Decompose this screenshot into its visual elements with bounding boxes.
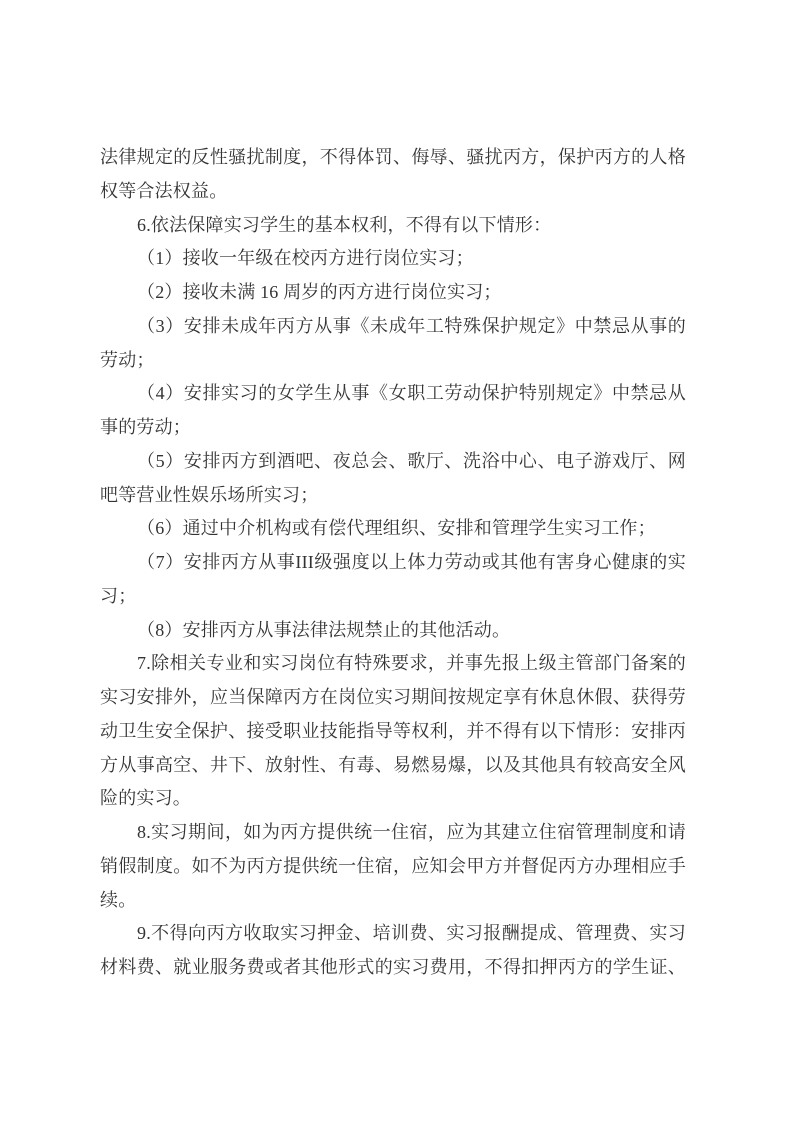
text-line: （6）通过中介机构或有偿代理组织、安排和管理学生实习工作； [137, 518, 656, 539]
text-line: （1）接收一年级在校丙方进行岗位实习； [137, 248, 474, 269]
text-line: 方从事高空、井下、放射性、有毒、易燃易爆，以及其他具有较高安全风 [100, 754, 686, 775]
text-line: 材料费、就业服务费或者其他形式的实习费用，不得扣押丙方的学生证、 [100, 957, 686, 977]
text-line: 9.不得向丙方收取实习押金、培训费、实习报酬提成、管理费、实习 [137, 923, 686, 944]
text-line: 吧等营业性娱乐场所实习； [100, 484, 319, 505]
document-body [100, 141, 686, 985]
text-line: 续。 [100, 889, 137, 910]
text-line: 习； [100, 585, 137, 606]
text-line: 8.实习期间，如为丙方提供统一住宿，应为其建立住宿管理制度和请 [137, 822, 686, 842]
text-line: 实习安排外，应当保障丙方在岗位实习期间按规定享有休息休假、获得劳 [100, 687, 686, 707]
text-line: 权等合法权益。 [100, 180, 228, 201]
text-line: 6.依法保障实习学生的基本权利，不得有以下情形： [137, 214, 552, 235]
text-line: （8）安排丙方从事法律法规禁止的其他活动。 [137, 619, 511, 640]
text-line: 险的实习。 [100, 788, 191, 809]
text-line: （4）安排实习的女学生从事《女职工劳动保护特别规定》中禁忌从 [137, 383, 686, 404]
text-line: 事的劳动； [100, 417, 191, 437]
text-line: 销假制度。如不为丙方提供统一住宿，应知会甲方并督促丙方办理相应手 [100, 855, 686, 876]
text-line: （2）接收未满 16 周岁的丙方进行岗位实习； [137, 282, 502, 302]
text-line: （5）安排丙方到酒吧、夜总会、歌厅、洗浴中心、电子游戏厅、网 [137, 450, 686, 471]
text-line: 动卫生安全保护、接受职业技能指导等权利，并不得有以下情形：安排丙 [100, 720, 686, 741]
text-line: 7.除相关专业和实习岗位有特殊要求，并事先报上级主管部门备案的 [137, 653, 686, 674]
text-line: （7）安排丙方从事III级强度以上体力劳动或其他有害身心健康的实 [137, 552, 686, 572]
text-line: （3）安排未成年丙方从事《未成年工特殊保护规定》中禁忌从事的 [137, 315, 686, 336]
text-line: 劳动； [100, 349, 155, 370]
text-line: 法律规定的反性骚扰制度，不得体罚、侮辱、骚扰丙方，保护丙方的人格 [100, 147, 686, 167]
